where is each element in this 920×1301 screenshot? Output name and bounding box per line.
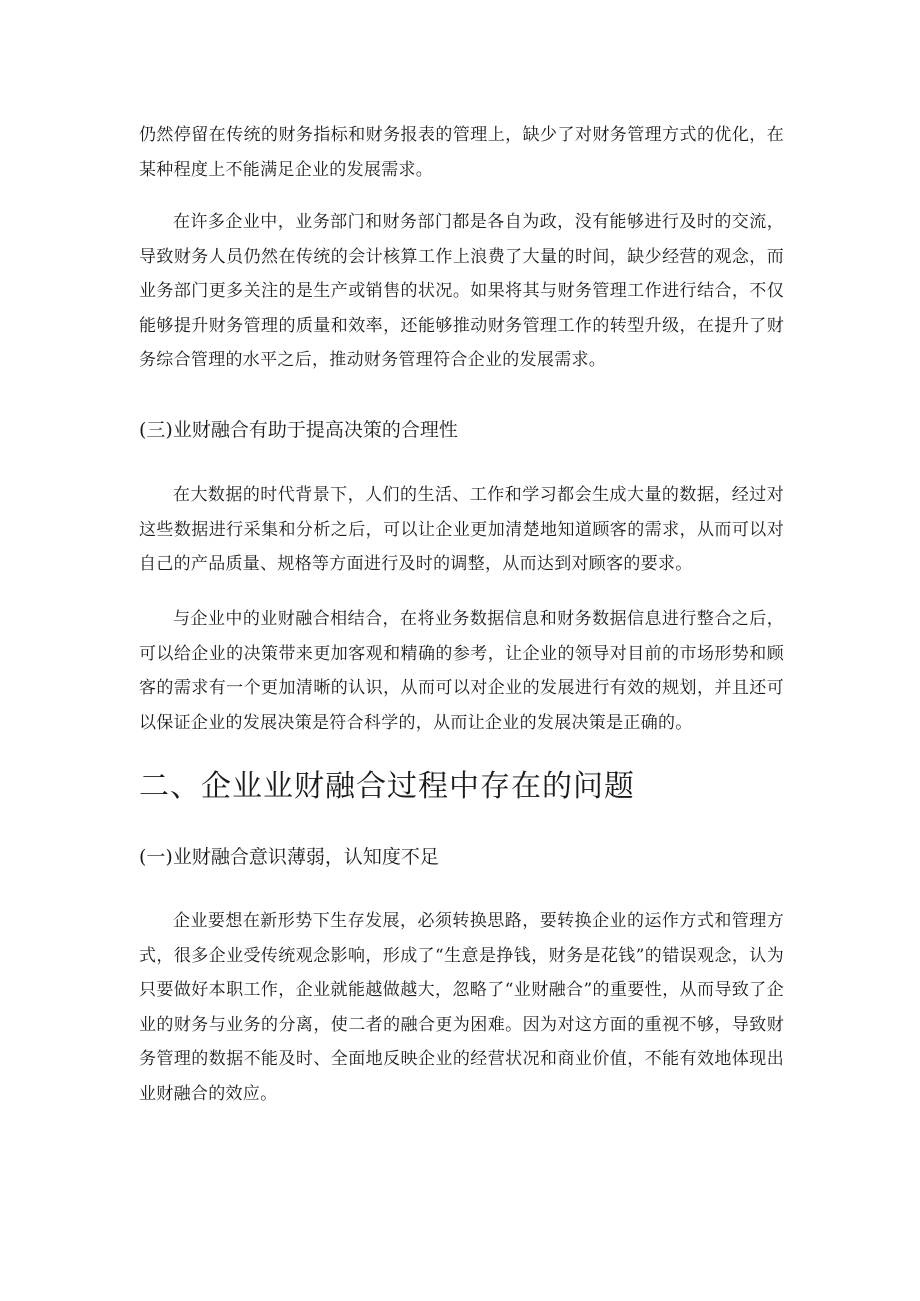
chapter-heading-2: 二、企业业财融合过程中存在的问题 [139, 769, 635, 804]
paragraph-big-data: 在大数据的时代背景下，人们的生活、工作和学习都会生成大量的数据，经过对这些数据进行采集和分析之后，可以让企业更加清楚地知道顾客的需求，从而可以对自己的产品质量、规格等方面进行及时的调整，从而达到对顾客的要求。 [139, 485, 784, 574]
paragraph-departments: 在许多企业中，业务部门和财务部门都是各自为政，没有能够进行及时的交流，导致财务人员仍然在传统的会计核算工作上浪费了大量的时间，缺少经营的观念，而业务部门更多关注的是生产或销售的状况。如果将其与财务管理工作进行结合，不仅能够提升财务管理的质量和效率，还能够推动财务管理工作的转型升级，在提升了财务综合管理的水平之后，推动财务管理符合企业的发展需求。 [139, 212, 784, 370]
paragraph-continued: 仍然停留在传统的财务指标和财务报表的管理上，缺少了对财务管理方式的优化，在某种程度上不能满足企业的发展需求。 [139, 125, 784, 180]
paragraph-decision: 与企业中的业财融合相结合，在将业务数据信息和财务数据信息进行整合之后，可以给企业的决策带来更加客观和精确的参考，让企业的领导对目前的市场形势和顾客的需求有一个更加清晰的认识，从而可以对企业的发展进行有效的规划，并且还可以保证企业的发展决策是符合科学的，从而让企业的发展决策是正确的。 [139, 609, 784, 733]
paragraph-awareness: 企业要想在新形势下生存发展，必须转换思路，要转换企业的运作方式和管理方式，很多企业受传统观念影响，形成了“生意是挣钱，财务是花钱”的错误观念，认为只要做好本职工作，企业就能越做越大，忽略了“业财融合”的重要性，从而导致了企业的财务与业务的分离，使二者的融合更为困难。因为对这方面的重视不够，导致财务管理的数据不能及时、全面地反映企业的经营状况和商业价值，不能有效地体现出业财融合的效应。 [139, 911, 784, 1104]
section-heading-3: (三)业财融合有助于提高决策的合理性 [139, 419, 458, 441]
section-heading-1: (一)业财融合意识薄弱，认知度不足 [139, 846, 439, 868]
